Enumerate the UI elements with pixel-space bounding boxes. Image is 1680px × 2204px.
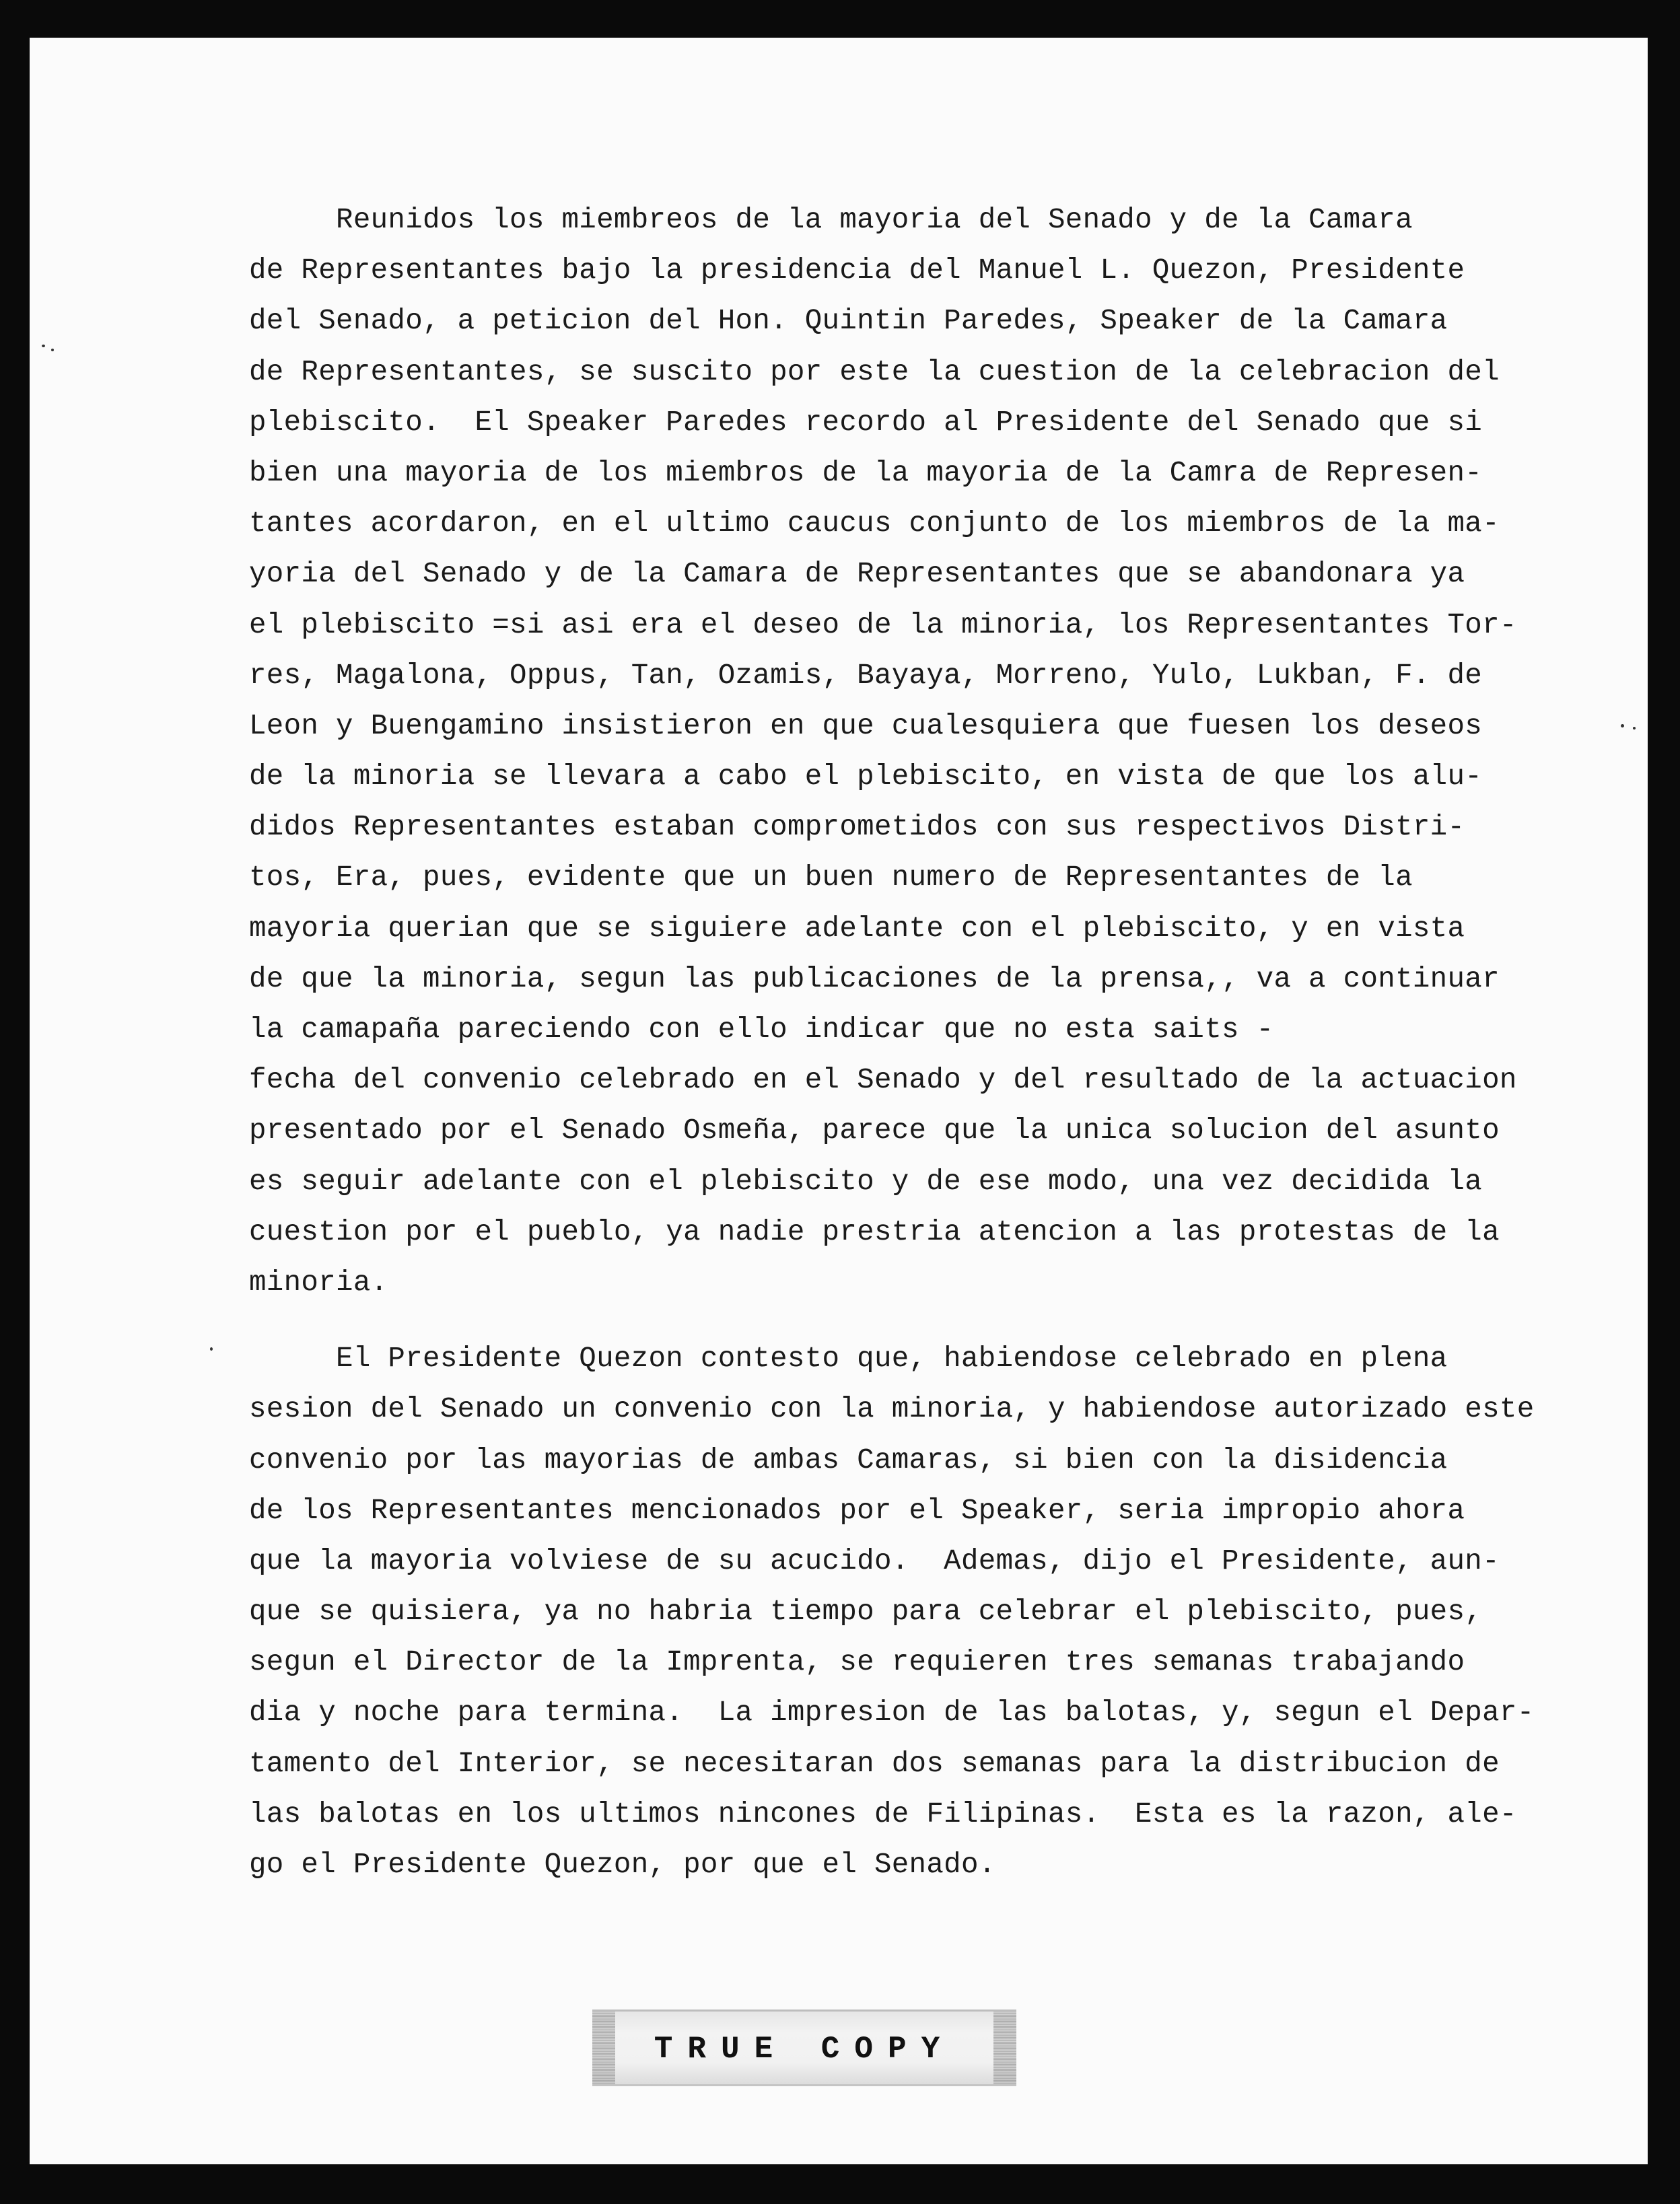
text-line: minoria. [249, 1266, 388, 1299]
text-line: de que la minoria, segun las publicaciones de la prensa,, va a continuar [249, 962, 1500, 995]
text-line: bien una mayoria de los miembros de la mayoria de la Camra de Represen- [249, 456, 1483, 489]
paragraph-quezon-response [249, 1334, 1535, 1890]
text-line: la camapaña pareciendo con ello indicar que no esta saits - [249, 1014, 1274, 1046]
text-line: dia y noche para termina. La impresion de las balotas, y, segun el Depar- [249, 1697, 1535, 1730]
text-line: de los Representantes mencionados por el Speaker, seria impropio ahora [249, 1494, 1465, 1527]
text-line: tos, Era, pues, evidente que un buen numero de Representantes de la [249, 861, 1413, 894]
text-line: segun el Director de la Imprenta, se requieren tres semanas trabajando [249, 1646, 1465, 1679]
text-line: convenio por las mayorias de ambas Camaras, si bien con la disidencia [249, 1444, 1448, 1477]
margin-speck [210, 1347, 213, 1351]
text-line: de Representantes bajo la presidencia del Manuel L. Quezon, Presidente [249, 254, 1465, 287]
text-line: que se quisiera, ya no habria tiempo para celebrar el plebiscito, pues, [249, 1596, 1483, 1629]
text-line: Reunidos los miembreos de la mayoria del Senado y de la Camara [249, 204, 1413, 236]
stamp-label: TRUE COPY [654, 2032, 955, 2067]
text-line: El Presidente Quezon contesto que, habiendose celebrado en plena [249, 1343, 1448, 1376]
text-line: Leon y Buengamino insistieron en que cualesquiera que fuesen los deseos [249, 709, 1483, 742]
text-line: cuestion por el pueblo, ya nadie prestria atencion a las protestas de la [249, 1215, 1500, 1248]
text-line: tamento del Interior, se necesitaran dos semanas para la distribucion de [249, 1747, 1500, 1780]
text-line: yoria del Senado y de la Camara de Representantes que se abandonara ya [249, 558, 1465, 591]
text-line: de Representantes, se suscito por este la cuestion de la celebracion del [249, 355, 1500, 388]
margin-speck [51, 349, 54, 351]
text-line: presentado por el Senado Osmeña, parece que la unica solucion del asunto [249, 1114, 1500, 1147]
text-line: de la minoria se llevara a cabo el plebiscito, en vista de que los alu- [249, 760, 1483, 793]
text-line: del Senado, a peticion del Hon. Quintin Paredes, Speaker de la Camara [249, 305, 1448, 338]
text-line: las balotas en los ultimos nincones de Filipinas. Esta es la razon, ale- [249, 1798, 1517, 1830]
margin-speck [42, 345, 45, 347]
text-line: res, Magalona, Oppus, Tan, Ozamis, Bayaya, Morreno, Yulo, Lukban, F. de [249, 659, 1483, 692]
text-line: que la mayoria volviese de su acucido. Ademas, dijo el Presidente, aun- [249, 1544, 1500, 1577]
text-line: go el Presidente Quezon, por que el Senado. [249, 1849, 996, 1881]
text-line: plebiscito. El Speaker Paredes recordo al Presidente del Senado que si [249, 406, 1483, 439]
paragraph-plebiscite-request [249, 195, 1528, 1308]
text-line: el plebiscito =si asi era el deseo de la minoria, los Representantes Tor- [249, 608, 1517, 641]
text-line: didos Representantes estaban comprometidos con sus respectivos Distri- [249, 811, 1465, 844]
text-line: tantes acordaron, en el ultimo caucus conjunto de los miembros de la ma- [249, 507, 1500, 540]
letter-body [249, 195, 1535, 1890]
text-line: mayoria querian que se siguiere adelante con el plebiscito, y en vista [249, 912, 1465, 945]
margin-speck [1621, 724, 1624, 727]
margin-speck [1633, 727, 1636, 730]
true-copy-stamp [592, 2010, 1016, 2086]
text-line: es seguir adelante con el plebiscito y de ese modo, una vez decidida la [249, 1165, 1483, 1198]
text-line: fecha del convenio celebrado en el Senado y del resultado de la actuacion [249, 1064, 1517, 1097]
text-line: sesion del Senado un convenio con la minoria, y habiendose autorizado este [249, 1393, 1535, 1426]
